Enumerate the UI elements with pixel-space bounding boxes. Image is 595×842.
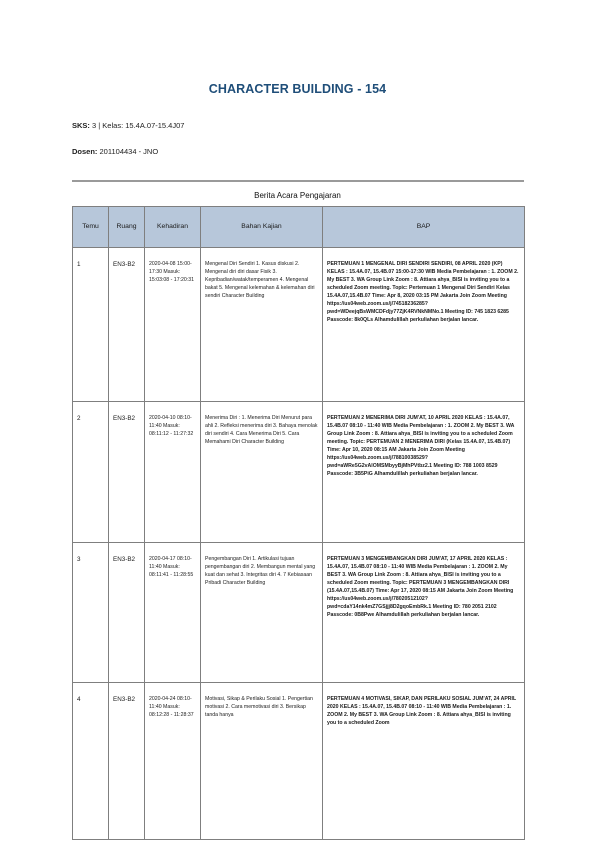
dosen-value: 201104434 - JNO: [99, 147, 159, 156]
header-temu: Temu: [73, 207, 109, 248]
table-header-row: [73, 207, 525, 248]
cell-bahan-kajian: Pengembangan Diri 1. Artikulasi tujuan pengembangan diri 2. Membangun mental yang kuat dan sehat 3. Integritas diri 4. 7 Kebiasaan Pribadi Character Building: [201, 543, 323, 683]
cell-bap: PERTEMUAN 1 MENGENAL DIRI SENDIRI SENDIRI, 08 APRIL 2020 (KP) KELAS : 15.4A.07, 15.4B.07 15:00-17:30 WIB Media Pembelajaran : 1. ZOOM 2. My BEST 3. WA Group Link Zoom : 8. Attiara ahya_BISI is inviting you to a scheduled Zoom meeting. Topic: Pertemuan 1 Mengenal Diri Sendiri Kelas 15.4A.07,15.4B.07 Time: Apr 8, 2020 03:15 PM Jakarta Join Zoom Meeting https://us04web.zoom.us/j/74518236285?pwd=WDeejqBsWMCDFdjy77ZjK4RVNkNMNo.1 Meeting ID: 745 1823 6285 Passcode: 8k0QLs Alhamdulillah perkuliahan berjalan lancar.: [323, 248, 525, 402]
cell-kehadiran: 2020-04-17 08:10-11:40 Masuk: 08:11:41 - 11:28:55: [145, 543, 201, 683]
cell-temu: 2: [73, 402, 109, 543]
sks-kelas-value: 3 | Kelas: 15.4A.07-15.4J07: [92, 121, 185, 130]
dosen-label: Dosen:: [72, 147, 98, 156]
cell-bahan-kajian: Motivasi, Sikap & Perilaku Sosial 1. Pengertian motivasi 2. Cara memotivasi diri 3. Bersikap tanda hanya: [201, 683, 323, 840]
cell-kehadiran: 2020-04-24 08:10-11:40 Masuk: 08:12:28 - 11:28:37: [145, 683, 201, 840]
cell-ruang: EN3-B2: [109, 402, 145, 543]
header-ruang: Ruang: [109, 207, 145, 248]
header-kehadiran: Kehadiran: [145, 207, 201, 248]
table-title: Berita Acara Pengajaran: [254, 191, 341, 200]
bap-table: [72, 206, 525, 840]
table-row: [73, 248, 525, 402]
cell-kehadiran: 2020-04-10 08:10-11:40 Masuk: 08:11:12 - 11:27:32: [145, 402, 201, 543]
table-row: [73, 683, 525, 840]
page-title: CHARACTER BUILDING - 154: [208, 82, 387, 96]
cell-ruang: EN3-B2: [109, 248, 145, 402]
sks-label: SKS:: [72, 121, 90, 130]
cell-temu: 4: [73, 683, 109, 840]
cell-temu: 1: [73, 248, 109, 402]
cell-ruang: EN3-B2: [109, 683, 145, 840]
cell-bap: PERTEMUAN 2 MENERIMA DIRI JUM'AT, 10 APRIL 2020 KELAS : 15.4A.07, 15.4B.07 08:10 - 11:40 WIB Media Pembelajaran : 1. ZOOM 2. My BEST 3. WA Group Link Zoom : 8. Attiara ahya_BISI is inviting you to a scheduled Zoom meeting. Topic: PERTEMUAN 2 MENERIMA DIRI (Kelas 15.4A.07, 15.4B.07) Time: Apr 10, 2020 08:15 AM Jakarta Join Zoom Meeting https://us04web.zoom.us/j/78810038529?pwd=aWRe5G2vAlOMSMbyyBjMhPVtbz2.1 Meeting ID: 788 1003 8529 Passcode: 3B5PiG Alhamdulillah perkuliahan berjalan lancar.: [323, 402, 525, 543]
cell-kehadiran: 2020-04-08 15:00-17:30 Masuk: 15:03:08 - 17:20:31: [145, 248, 201, 402]
section-divider: [72, 180, 524, 182]
cell-bahan-kajian: Mengenal Diri Sendiri 1. Kasus diskusi 2. Mengenal diri diri dasar Fisik 3. Kepribadian/watak/temperamen 4. Mengenal bakat 5. Mengenal kelemahan & kelemahan diri sendiri Character Building: [201, 248, 323, 402]
cell-bap: PERTEMUAN 4 MOTIVASI, SIKAP, DAN PERILAKU SOSIAL JUM'AT, 24 APRIL 2020 KELAS : 15.4A.07, 15.4B.07 08:10 - 11:40 WIB Media Pembelajaran : 1. ZOOM 2. My BEST 3. WA Group Link Zoom : 8. Attiara ahya_BISI is inviting you to a scheduled Zoom: [323, 683, 525, 840]
dosen-line: [72, 147, 158, 156]
table-row: [73, 402, 525, 543]
table-row: [73, 543, 525, 683]
header-bap: BAP: [323, 207, 525, 248]
header-bahan-kajian: Bahan Kajian: [201, 207, 323, 248]
sks-kelas-line: [72, 121, 184, 130]
cell-temu: 3: [73, 543, 109, 683]
cell-bap: PERTEMUAN 3 MENGEMBANGKAN DIRI JUM'AT, 17 APRIL 2020 KELAS : 15.4A.07, 15.4B.07 08:10 - 11:40 WIB Media Pembelajaran : 1. ZOOM 2. My BEST 3. WA Group Link Zoom : 8. Attiara ahya_BISI is inviting you to a scheduled Zoom meeting. Topic: PERTEMUAN 3 MENGEMBANGKAN DIRI (15.4A.07,15.4B.07) Time: Apr 17, 2020 08:15 AM Jakarta Join Zoom Meeting https://us04web.zoom.us/j/78020512102?pwd=cdaY14nk4mZ7GSjjj8D2gqoEmbRk.1 Meeting ID: 780 2051 2102 Passcode: 0B8Pwe Alhamdulillah perkuliahan berjalan lancar.: [323, 543, 525, 683]
cell-ruang: EN3-B2: [109, 543, 145, 683]
cell-bahan-kajian: Menerima Diri : 1. Menerima Diri Menurut para ahli 2. Refleksi menerima diri 3. Bahaya menolak diri sendiri 4. Cara Menerima Diri 5. Cara Memahami Diri Character Building: [201, 402, 323, 543]
